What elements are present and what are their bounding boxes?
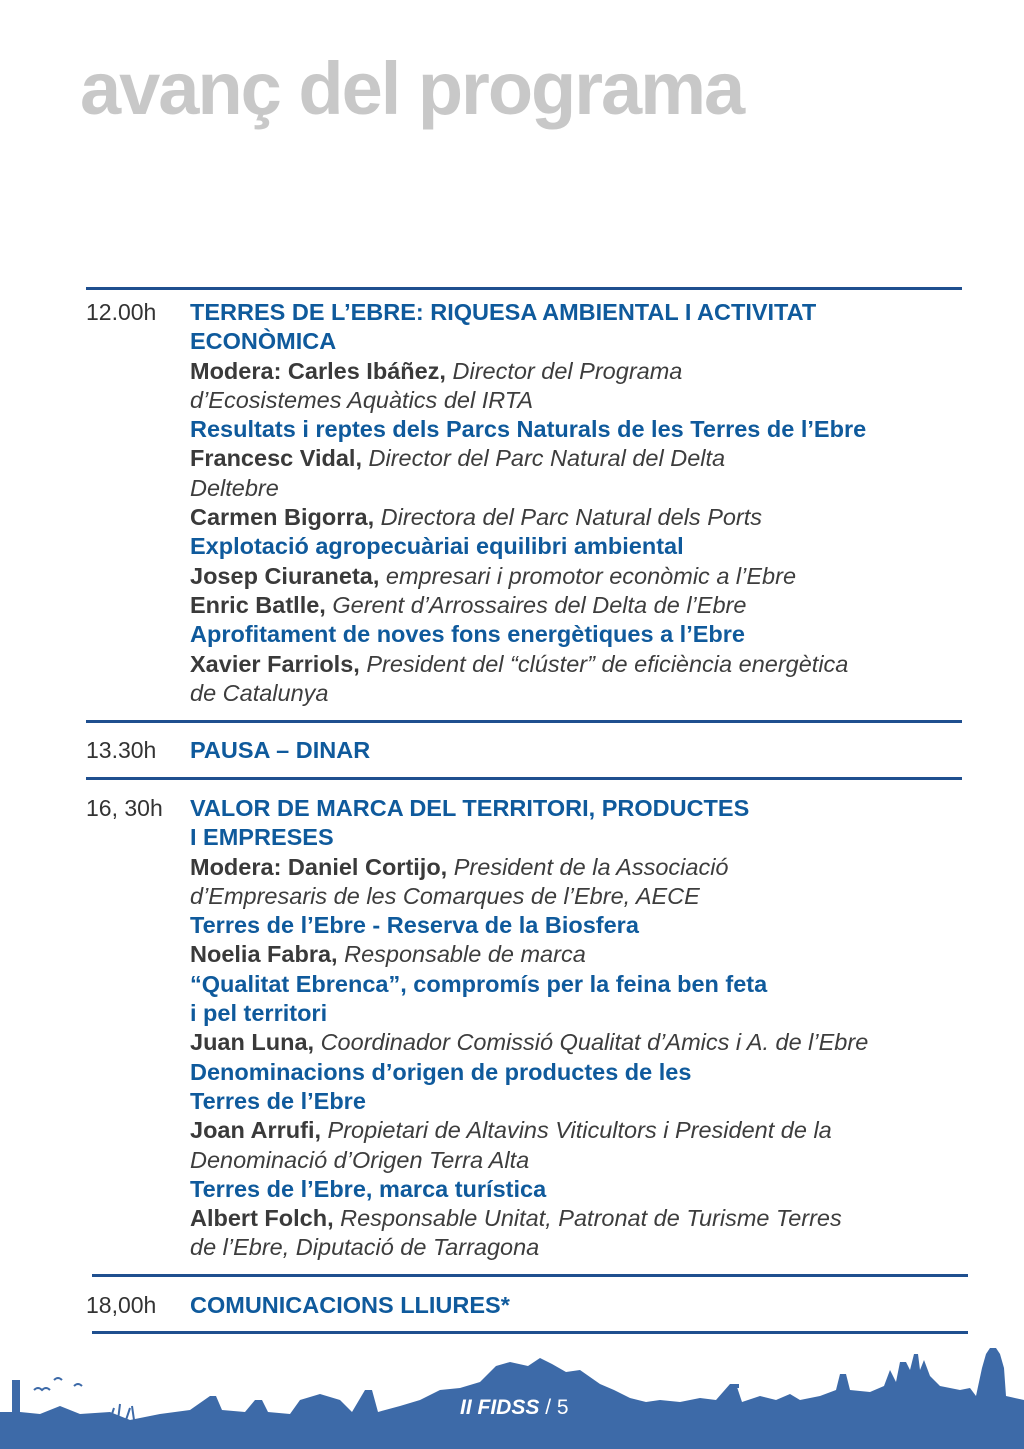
speaker-name: Modera: Carles Ibáñez, — [190, 357, 446, 384]
footer-separator: / — [539, 1396, 557, 1419]
divider — [86, 777, 962, 780]
session-time: 18,00h — [86, 1292, 157, 1318]
divider — [86, 720, 962, 723]
speaker-role: Directora del Parc Natural dels Ports — [380, 504, 763, 531]
talk-topic: Terres de l’Ebre - Reserva de la Biosfera — [190, 912, 639, 939]
speaker-line — [190, 1028, 976, 1057]
speaker-name: Albert Folch, — [190, 1205, 334, 1232]
speaker-line — [190, 1116, 976, 1145]
session-content — [190, 794, 976, 1263]
speaker-role: Coordinador Comissió Qualitat d’Amics i A. de l’Ebre — [320, 1029, 869, 1056]
session-block — [86, 794, 976, 1263]
speaker-role-continued: d’Empresaris de les Comarques de l’Ebre, AECE — [190, 882, 700, 909]
speaker-name: Modera: Daniel Cortijo, — [190, 853, 448, 880]
speaker-role: Propietari de Altavins Viticultors i President de la — [327, 1117, 832, 1144]
speaker-role-continued: Deltebre — [190, 474, 279, 501]
footer-event-name: II FIDSS — [460, 1396, 540, 1419]
session-content — [190, 736, 976, 765]
session-block — [86, 298, 976, 708]
talk-topic: Aprofitament de noves fons energètiques a l’Ebre — [190, 621, 745, 648]
speaker-role: empresari i promotor econòmic a l’Ebre — [385, 562, 797, 589]
session-block — [86, 1291, 976, 1320]
talk-topic: Denominacions d’origen de productes de les — [190, 1058, 692, 1085]
session-time: 16, 30h — [86, 795, 163, 821]
speaker-line — [190, 591, 976, 620]
session-heading: COMUNICACIONS LLIURES* — [190, 1292, 510, 1318]
talk-topic: Terres de l’Ebre — [190, 1087, 366, 1114]
skyline-footer — [0, 1340, 1024, 1449]
speaker-line — [190, 650, 976, 679]
talk-topic: Explotació agropecuàriai equilibri ambiental — [190, 533, 684, 560]
speaker-line — [190, 444, 976, 473]
speaker-role: Responsable Unitat, Patronat de Turisme Terres — [340, 1205, 842, 1232]
speaker-line — [190, 853, 976, 882]
city-skyline-illustration — [0, 1340, 1024, 1449]
session-heading: PAUSA – DINAR — [190, 737, 371, 763]
session-heading: I EMPRESES — [190, 824, 334, 851]
speaker-name: Noelia Fabra, — [190, 941, 338, 968]
session-heading: TERRES DE L’EBRE: RIQUESA AMBIENTAL I ACTIVITAT — [190, 299, 817, 325]
session-content — [190, 298, 976, 708]
footer-page-number: 5 — [556, 1396, 569, 1419]
speaker-name: Juan Luna, — [190, 1029, 315, 1056]
session-time: 13.30h — [86, 737, 157, 763]
talk-topic: Terres de l’Ebre, marca turística — [190, 1175, 547, 1202]
talk-topic: “Qualitat Ebrenca”, compromís per la feina ben feta — [190, 970, 768, 997]
divider-top — [86, 287, 962, 290]
speaker-name: Xavier Farriols, — [190, 650, 360, 677]
session-content — [190, 1291, 976, 1320]
speaker-role-continued: de Catalunya — [190, 679, 329, 706]
speaker-role: Director del Parc Natural del Delta — [368, 445, 726, 472]
speaker-role: President del “clúster” de eficiència energètica — [366, 650, 849, 677]
speaker-name: Carmen Bigorra, — [190, 504, 375, 531]
page-title: avanç del programa — [80, 47, 744, 130]
speaker-role: Gerent d’Arrossaires del Delta de l’Ebre — [332, 591, 747, 618]
speaker-name: Josep Ciuraneta, — [190, 562, 380, 589]
speaker-name: Enric Batlle, — [190, 591, 326, 618]
talk-topic: Resultats i reptes dels Parcs Naturals de les Terres de l’Ebre — [190, 416, 867, 443]
speaker-role: Director del Programa — [452, 357, 683, 384]
speaker-line — [190, 357, 976, 386]
session-time: 12.00h — [86, 299, 157, 325]
footer-page-label — [460, 1396, 569, 1420]
session-heading: VALOR DE MARCA DEL TERRITORI, PRODUCTES — [190, 795, 750, 821]
talk-topic: i pel territori — [190, 1000, 328, 1027]
speaker-role-continued: Denominació d’Origen Terra Alta — [190, 1146, 530, 1173]
divider — [92, 1274, 968, 1277]
speaker-line — [190, 562, 976, 591]
speaker-name: Francesc Vidal, — [190, 445, 362, 472]
divider-bottom — [92, 1331, 968, 1334]
session-block — [86, 736, 976, 765]
speaker-role: President de la Associació — [453, 853, 729, 880]
speaker-role-continued: de l’Ebre, Diputació de Tarragona — [190, 1234, 540, 1261]
speaker-name: Joan Arrufi, — [190, 1117, 322, 1144]
speaker-line — [190, 1204, 976, 1233]
speaker-role-continued: d’Ecosistemes Aquàtics del IRTA — [190, 386, 534, 413]
speaker-role: Responsable de marca — [344, 941, 586, 968]
speaker-line — [190, 503, 976, 532]
speaker-line — [190, 940, 976, 969]
session-heading: ECONÒMICA — [190, 328, 337, 355]
